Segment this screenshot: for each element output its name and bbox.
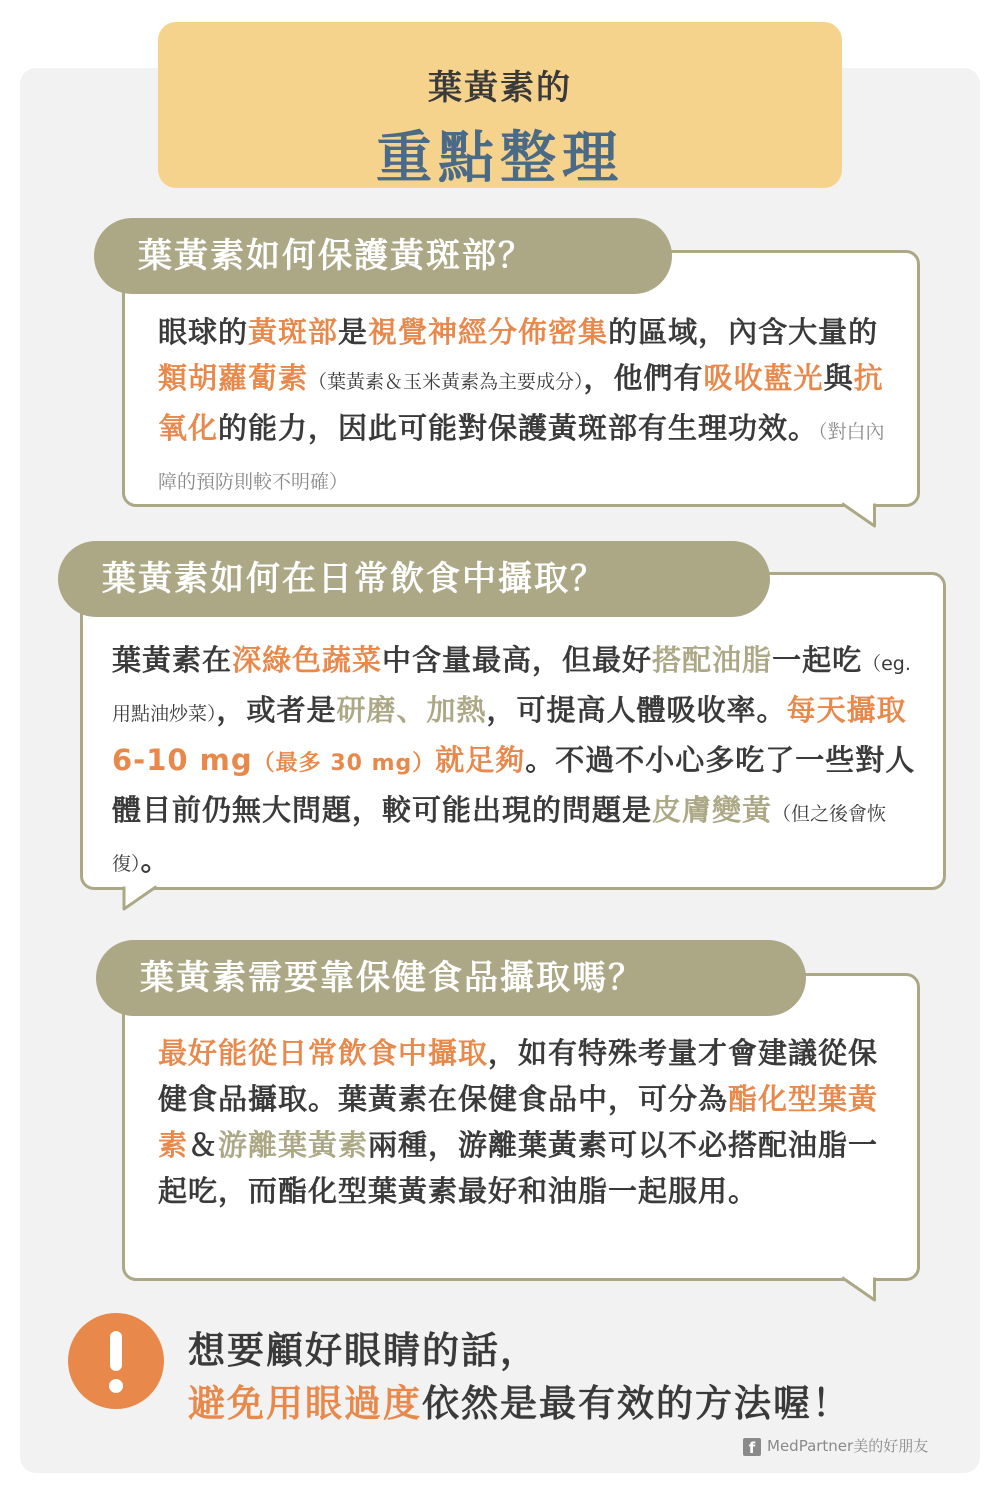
section-1-question: 葉黃素如何保護黃斑部？ <box>94 218 672 294</box>
section-2-question: 葉黃素如何在日常飲食中攝取？ <box>58 541 770 617</box>
title-banner <box>158 22 842 191</box>
closing-line-2 <box>188 1373 851 1427</box>
closing-highlight: 避免用眼過度 <box>188 1382 422 1425</box>
closing-line-1: 想要顧好眼睛的話， <box>188 1329 539 1372</box>
page-title: 重點整理 <box>376 126 624 191</box>
section-3-tail <box>840 1276 880 1306</box>
exclamation-icon <box>68 1313 164 1409</box>
credit-text: MedPartner美的好朋友 <box>767 1437 929 1455</box>
facebook-icon: f <box>743 1438 761 1456</box>
section-2-tail <box>120 885 160 915</box>
section-2-text: 葉黃素在深綠色蔬菜中含量最高，但最好搭配油脂一起吃（eg. 用點油炒菜），或者是研磨、加熱，可提高人體吸收率。每天攝取 6-10 mg（最多 30 mg）就足夠。不過不小心多吃了一些對人體目前仍無大問題，較可能出現的問題是皮膚變黃（但之後會恢復）。 <box>112 643 916 877</box>
closing-rest: 依然是最有效的方法喔！ <box>422 1382 851 1425</box>
title-line-1: 葉黃素的 <box>428 68 572 108</box>
section-1-text: 眼球的黃斑部是視覺神經分佈密集的區域，內含大量的類胡蘿蔔素（葉黃素＆玉米黃素為主要成分），他們有吸收藍光與抗氧化的能力，因此可能對保護黃斑部有生理功效。（對白內障的預防則較不明確） <box>158 315 885 493</box>
section-3-text: 最好能從日常飲食中攝取，如有特殊考量才會建議從保健食品攝取。葉黃素在保健食品中，可分為酯化型葉黃素＆游離葉黃素兩種，游離葉黃素可以不必搭配油脂一起吃，而酯化型葉黃素最好和油脂一起服用。 <box>158 1036 879 1208</box>
credit <box>743 1436 928 1456</box>
section-1-tail <box>840 502 880 532</box>
section-3-question: 葉黃素需要靠保健食品攝取嗎？ <box>96 940 806 1016</box>
